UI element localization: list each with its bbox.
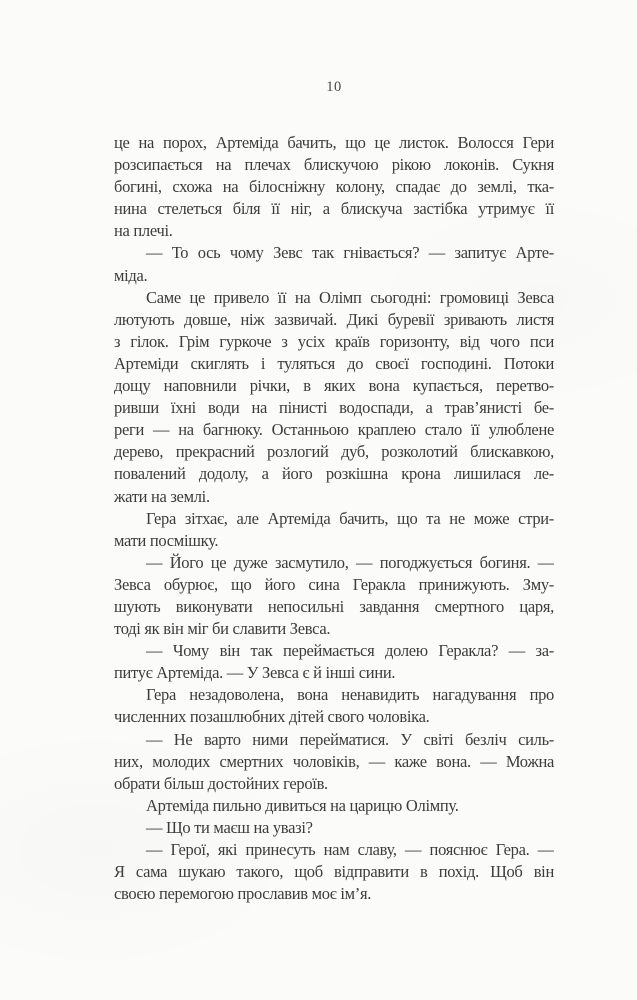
text-line: жати на землі. (114, 486, 210, 506)
text-line: розсипається на плечах блискучою рікою локонів. Сукня (114, 155, 554, 175)
text-line: ривши їхні води на пінисті водоспади, а трав’янисті бе- (114, 398, 554, 418)
text-line: повалений додолу, а його розкішна крона лишилася ле- (114, 464, 554, 484)
text-line: Саме це привело її на Олімп сьогодні: громовиці Зевса (146, 287, 554, 307)
text-line: — Що ти маєш на увазі? (146, 817, 313, 837)
text-line: Артеміди скиглять і туляться до своєї господині. Потоки (114, 353, 554, 373)
text-line: своєю перемогою прославив моє ім’я. (114, 884, 372, 904)
text-line: реги — на багнюку. Останньою краплею стало її улюблене (114, 420, 554, 440)
text-line: мати посмішку. (114, 530, 219, 550)
text-line: них, молодих смертних чоловіків, — каже вона. — Можна (114, 751, 554, 771)
text-line: Я сама шукаю такого, щоб відправити в похід. Щоб він (114, 862, 554, 882)
text-line: з гілок. Грім гуркоче з усіх країв горизонту, від чого пси (114, 331, 554, 351)
text-line: обрати більш достойних героїв. (114, 773, 328, 793)
text-line: шують виконувати непосильні завдання смертного царя, (114, 596, 554, 616)
text-line: — Його це дуже засмутило, — погоджується богиня. — (146, 552, 554, 572)
text-line: — То ось чому Зевс так гнівається? — запитує Арте- (146, 243, 554, 263)
text-line: Гера зітхає, але Артеміда бачить, що та не може стри- (146, 508, 554, 528)
page-number: 10 (326, 79, 342, 95)
text-line: це на порох, Артеміда бачить, що це листок. Волосся Гери (114, 133, 554, 152)
text-line: Зевса обурює, що його сина Геракла принижують. Зму- (114, 574, 554, 594)
text-line: міда. (114, 265, 148, 285)
text-line: дощу наповнили річки, в яких вона купається, перетво- (114, 376, 554, 396)
text-line: — Чому він так переймається долею Геракла? — за- (146, 641, 554, 661)
text-line: богині, схожа на білосніжну колону, спадає до землі, тка- (114, 177, 554, 197)
text-line: питує Артеміда. — У Зевса є й інші сини. (114, 663, 396, 683)
text-line: тоді як він міг би славити Зевса. (114, 619, 331, 639)
text-line: численних позашлюбних дітей свого чоловіка. (114, 707, 430, 727)
text-block (114, 132, 554, 905)
text-line: Артеміда пильно дивиться на царицю Олімпу. (146, 795, 459, 815)
text-line: Гера незадоволена, вона ненавидить нагадування про (146, 685, 554, 705)
text-line: — Не варто ними перейматися. У світі безліч силь- (146, 729, 554, 749)
text-line: на плечі. (114, 221, 173, 241)
text-line: — Герої, які принесуть нам славу, — пояснює Гера. — (146, 840, 554, 859)
text-line: дерево, прекрасний розлогий дуб, розколотий блискавкою, (114, 442, 554, 462)
text-line: лютують довше, ніж зазвичай. Дикі буревії зривають листя (114, 309, 554, 329)
text-line: нина стелеться біля її ніг, а блискуча застібка утримує її (114, 199, 554, 219)
